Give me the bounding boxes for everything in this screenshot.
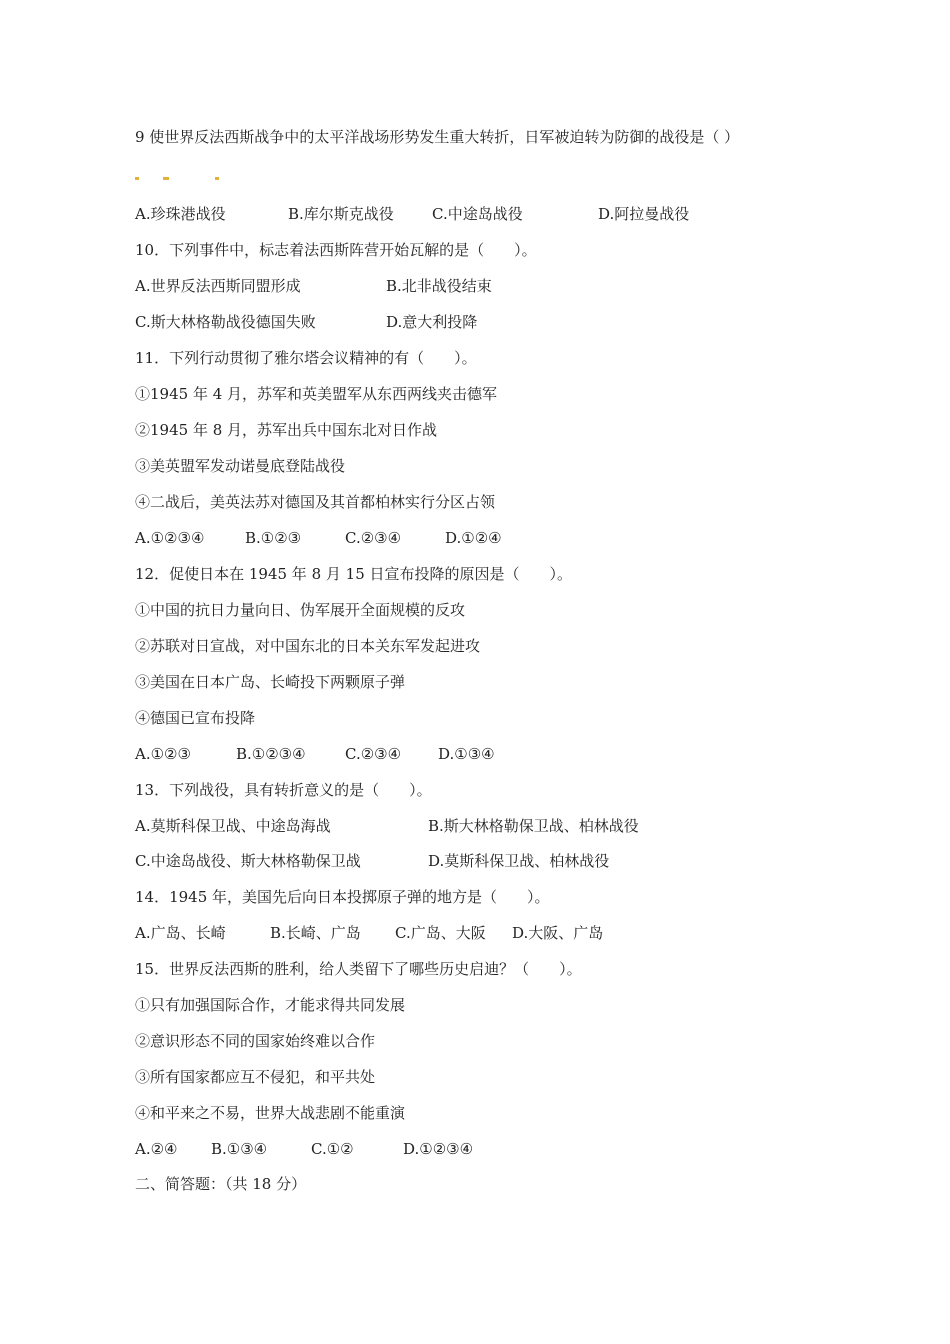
- q15-item: ①只有加强国际合作，才能求得共同发展: [135, 996, 406, 1014]
- q15-item: ④和平来之不易，世界大战悲剧不能重演: [135, 1104, 406, 1122]
- q12-item: ③美国在日本广岛、长崎投下两颗原子弹: [135, 673, 406, 691]
- q12-item: ①中国的抗日力量向日、伪军展开全面规模的反攻: [135, 601, 466, 619]
- q15-item: ②意识形态不同的国家始终难以合作: [135, 1032, 376, 1050]
- q12-option-d: D.①③④: [438, 745, 495, 763]
- question-13-stem: 13．下列战役，具有转折意义的是（ ）。: [135, 781, 432, 799]
- q11-item: ②1945 年 8 月，苏军出兵中国东北对日作战: [135, 421, 438, 439]
- q15-option-b: B.①③④: [211, 1140, 268, 1158]
- q12-option-a: A.①②③: [135, 745, 191, 763]
- q15-option-d: D.①②③④: [403, 1140, 474, 1158]
- q13-option-c: C.中途岛战役、斯大林格勒保卫战: [135, 852, 361, 870]
- q13-option-b: B.斯大林格勒保卫战、柏林战役: [428, 817, 639, 835]
- q12-option-c: C.②③④: [345, 745, 402, 763]
- q12-item: ④德国已宣布投降: [135, 709, 256, 727]
- q11-item: ①1945 年 4 月，苏军和英美盟军从东西两线夹击德军: [135, 385, 498, 403]
- q10-option-c: C.斯大林格勒战役德国失败: [135, 313, 316, 331]
- decorative-dot: [215, 177, 219, 180]
- question-15-stem: 15．世界反法西斯的胜利，给人类留下了哪些历史启迪？（ ）。: [135, 960, 582, 978]
- q15-item: ③所有国家都应互不侵犯，和平共处: [135, 1068, 376, 1086]
- q14-option-b: B.长崎、广岛: [270, 924, 361, 942]
- q15-option-a: A.②④: [135, 1140, 178, 1158]
- q11-item: ③美英盟军发动诺曼底登陆战役: [135, 457, 346, 475]
- question-9-stem: 9 使世界反法西斯战争中的太平洋战场形势发生重大转折，日军被迫转为防御的战役是（ ）: [135, 128, 740, 146]
- q11-option-a: A.①②③④: [135, 529, 205, 547]
- q11-option-b: B.①②③: [245, 529, 302, 547]
- q10-option-d: D.意大利投降: [386, 313, 478, 331]
- q9-option-d: D.阿拉曼战役: [598, 205, 690, 223]
- question-11-stem: 11．下列行动贯彻了雅尔塔会议精神的有（ ）。: [135, 349, 477, 367]
- q14-option-c: C.广岛、大阪: [395, 924, 486, 942]
- q14-option-d: D.大阪、广岛: [512, 924, 604, 942]
- q11-option-c: C.②③④: [345, 529, 402, 547]
- q15-option-c: C.①②: [311, 1140, 354, 1158]
- q12-item: ②苏联对日宣战，对中国东北的日本关东军发起进攻: [135, 637, 481, 655]
- q14-option-a: A.广岛、长崎: [135, 924, 226, 942]
- q10-option-b: B.北非战役结束: [386, 277, 492, 295]
- q9-option-b: B.库尔斯克战役: [288, 205, 394, 223]
- question-12-stem: 12．促使日本在 1945 年 8 月 15 日宣布投降的原因是（ ）。: [135, 565, 573, 583]
- q11-option-d: D.①②④: [445, 529, 502, 547]
- q9-option-a: A.珍珠港战役: [135, 205, 226, 223]
- question-14-stem: 14．1945 年，美国先后向日本投掷原子弹的地方是（ ）。: [135, 888, 550, 906]
- q13-option-a: A.莫斯科保卫战、中途岛海战: [135, 817, 331, 835]
- q12-option-b: B.①②③④: [236, 745, 306, 763]
- q10-option-a: A.世界反法西斯同盟形成: [135, 277, 301, 295]
- q13-option-d: D.莫斯科保卫战、柏林战役: [428, 852, 610, 870]
- decorative-dot: [163, 177, 169, 180]
- q9-option-c: C.中途岛战役: [432, 205, 523, 223]
- q11-item: ④二战后，美英法苏对德国及其首都柏林实行分区占领: [135, 493, 496, 511]
- section-2-heading: 二、简答题：（共 18 分）: [135, 1175, 307, 1193]
- decorative-dot: [135, 177, 139, 180]
- question-10-stem: 10．下列事件中，标志着法西斯阵营开始瓦解的是（ ）。: [135, 241, 537, 259]
